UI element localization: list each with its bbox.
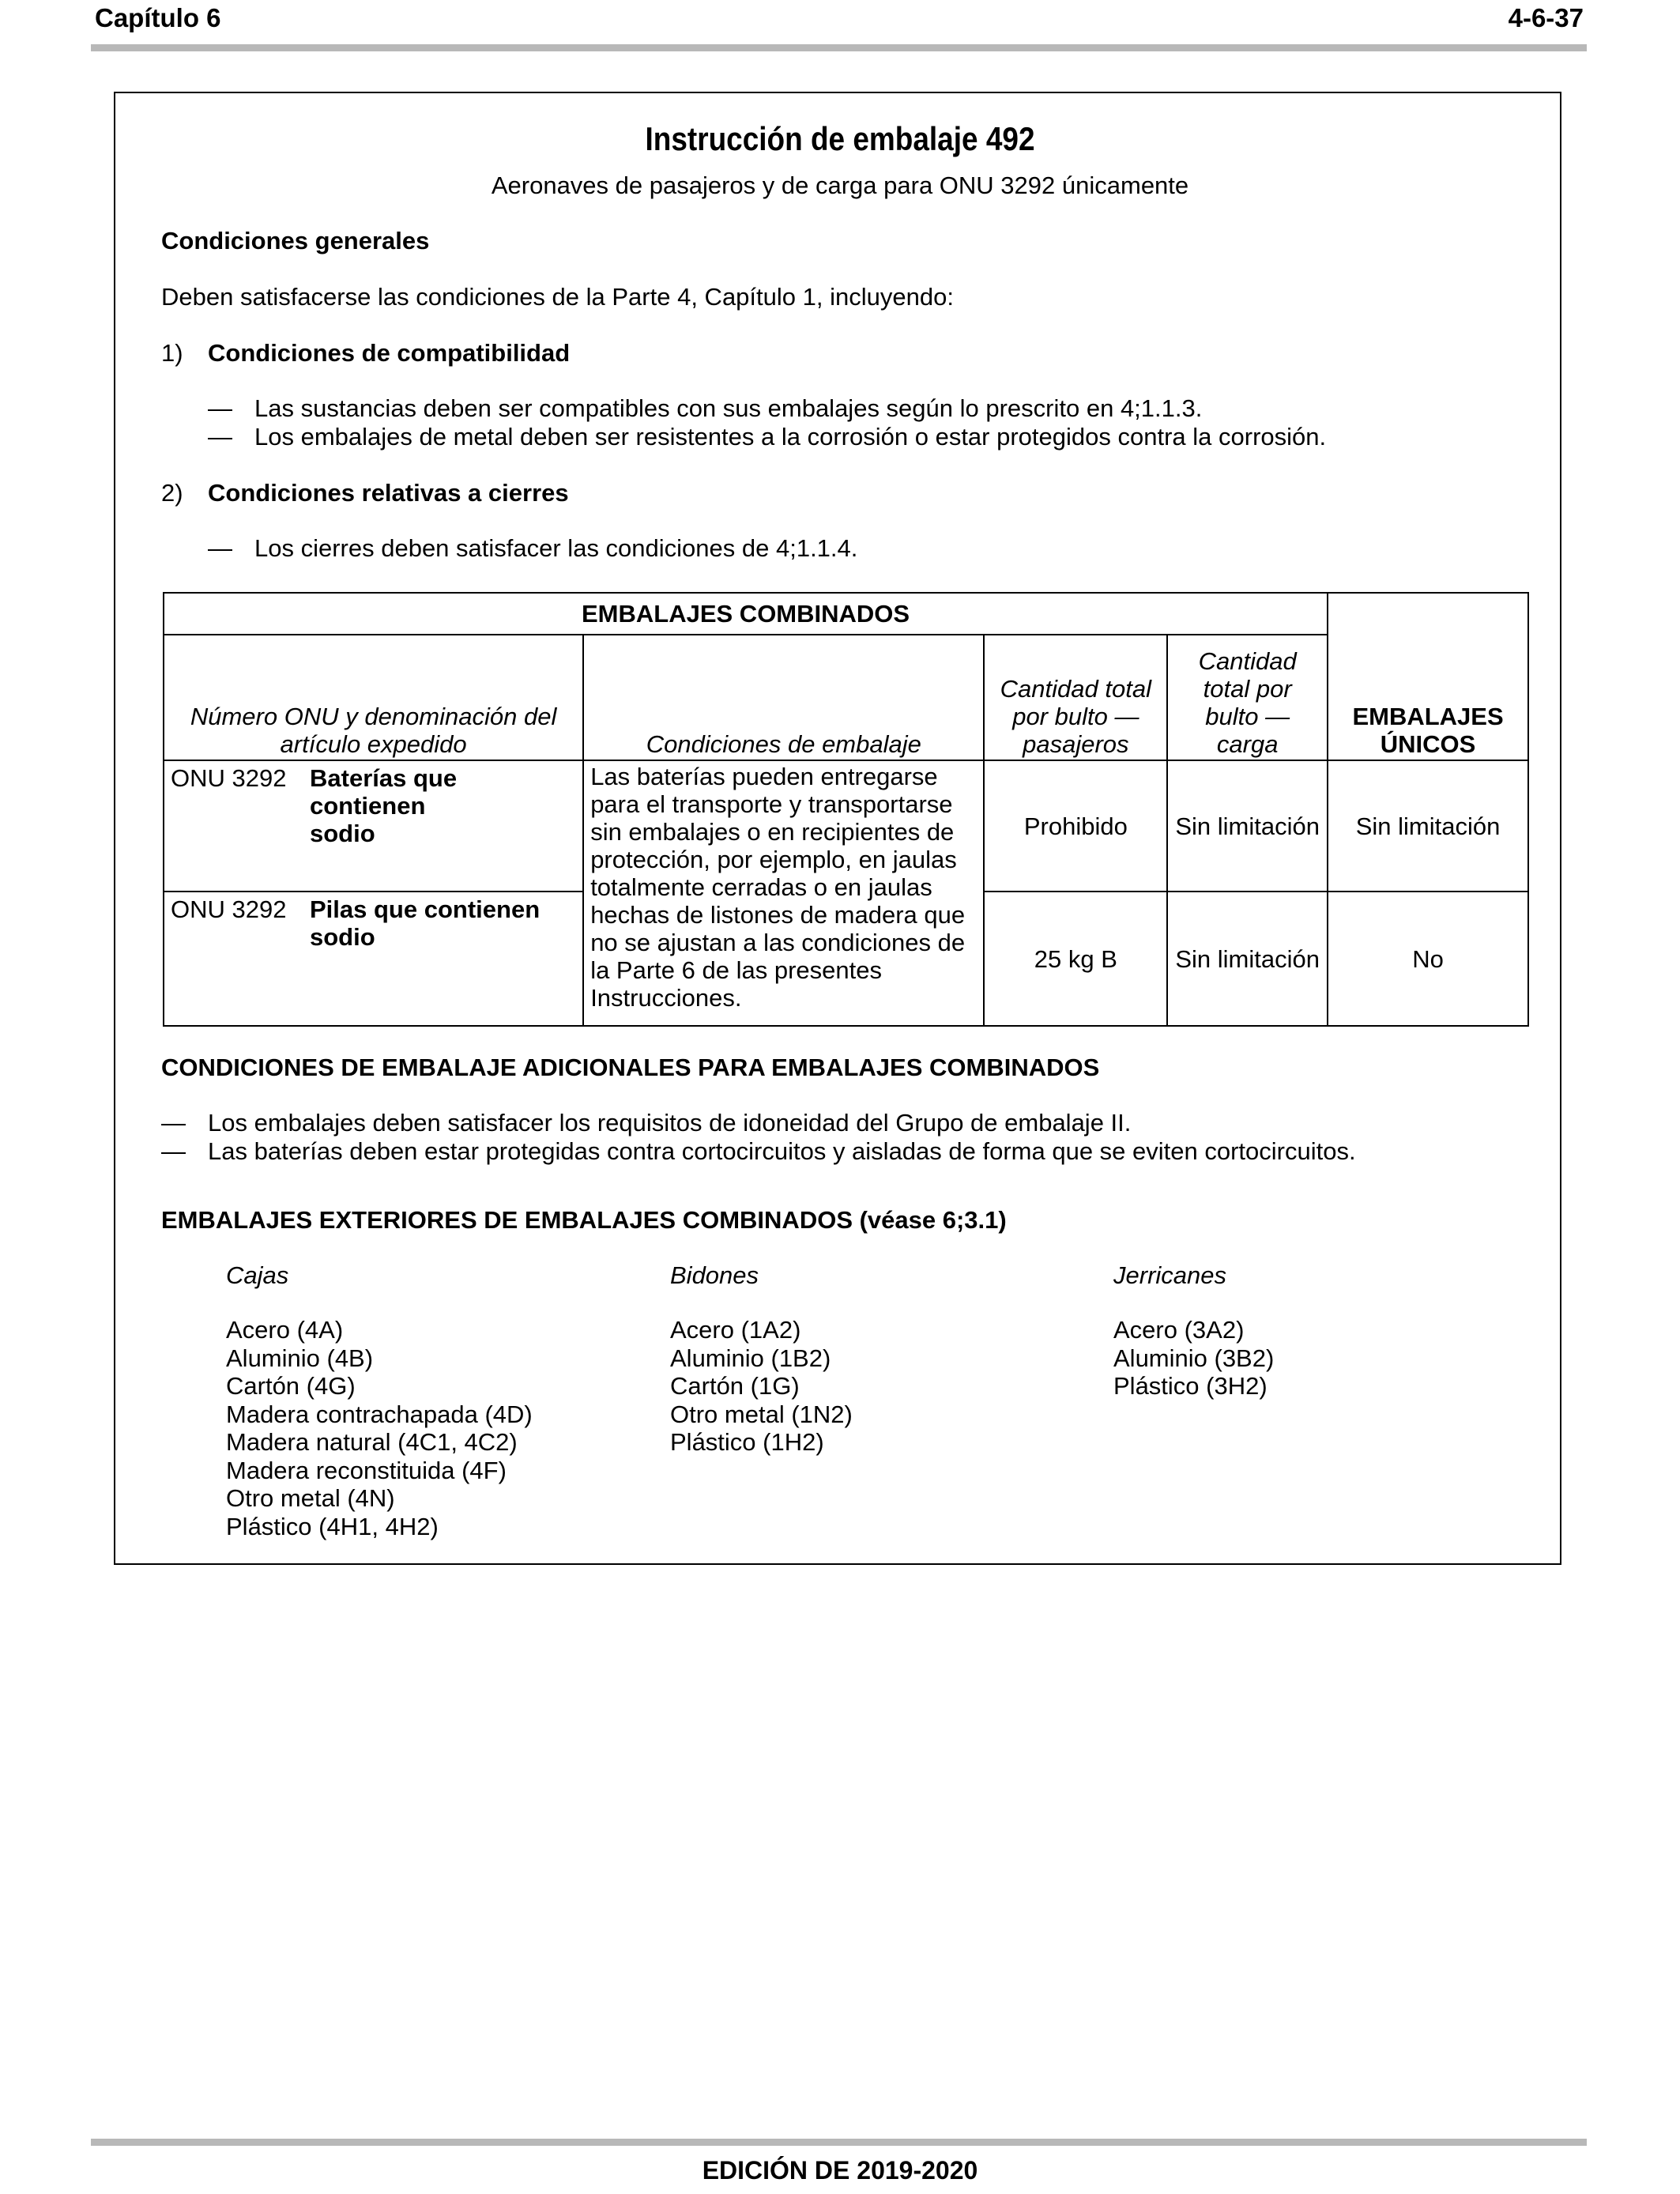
list-item: Plástico (3H2): [1113, 1372, 1268, 1400]
list-item: Otro metal (4N): [226, 1484, 395, 1512]
list-item: Aluminio (1B2): [670, 1344, 831, 1372]
list-item: Cartón (4G): [226, 1372, 356, 1400]
drums-list: [670, 1316, 853, 1457]
dash-bullet: —: [208, 423, 232, 450]
list-item: Aluminio (4B): [226, 1344, 374, 1372]
un-number: ONU 3292: [171, 895, 287, 923]
article-name: Baterías que contienen sodio: [310, 764, 458, 847]
table-row: [164, 892, 583, 1026]
list-item: Acero (3A2): [1113, 1316, 1245, 1344]
table-row: [164, 760, 583, 892]
page-number: 4-6-37: [1508, 3, 1584, 32]
chapter-label: Capítulo 6: [95, 3, 221, 32]
list-item: Madera natural (4C1, 4C2): [226, 1428, 518, 1456]
list-item: Otro metal (1N2): [670, 1400, 853, 1428]
condition-1-title: Condiciones de compatibilidad: [208, 339, 571, 367]
list-item: Acero (4A): [226, 1316, 344, 1344]
outer-packagings-heading: EMBALAJES EXTERIORES DE EMBALAJES COMBINADOS (véase 6;3.1): [161, 1206, 1007, 1234]
condition-1-item: Los embalajes de metal deben ser resistentes a la corrosión o estar protegidos contra la corrosión.: [254, 423, 1327, 450]
additional-condition-item: Las baterías deben estar protegidas contra cortocircuitos y aisladas de forma que se eviten cortocircuitos.: [208, 1137, 1356, 1165]
condition-1-number: 1): [161, 339, 183, 367]
jerricans-list: [1113, 1316, 1274, 1400]
general-conditions-intro: Deben satisfacerse las condiciones de la Parte 4, Capítulo 1, incluyendo:: [161, 283, 954, 311]
condition-2-title: Condiciones relativas a cierres: [208, 479, 569, 507]
dash-bullet: —: [208, 534, 232, 562]
packing-conditions-text: Las baterías pueden entregarse para el transporte y transportarse sin embalajes o en recipientes de protección, por ejemplo, en jaulas totalmente cerradas o en jaulas hechas de listones de madera que no se ajustan a las condiciones de la Parte 6 de las presentes Instrucciones.: [583, 760, 984, 1026]
list-item: Madera contrachapada (4D): [226, 1400, 533, 1428]
dash-bullet: —: [208, 394, 232, 422]
un-number: ONU 3292: [171, 764, 287, 792]
list-item: Cartón (1G): [670, 1372, 800, 1400]
single-packaging-header: EMBALAJES ÚNICOS: [1328, 593, 1528, 760]
outer-column-title-drums: Bidones: [670, 1261, 759, 1289]
cargo-quantity: Sin limitación: [1167, 760, 1328, 892]
list-item: Plástico (4H1, 4H2): [226, 1512, 439, 1540]
general-conditions-heading: Condiciones generales: [161, 227, 430, 254]
list-item: Madera reconstituida (4F): [226, 1456, 507, 1484]
list-item: Acero (1A2): [670, 1316, 801, 1344]
header-rule: [91, 44, 1587, 51]
page-title: Instrucción de embalaje 492: [645, 120, 1035, 157]
outer-column-title-boxes: Cajas: [226, 1261, 289, 1289]
list-item: Plástico (1H2): [670, 1428, 824, 1456]
additional-conditions-heading: CONDICIONES DE EMBALAJE ADICIONALES PARA EMBALAJES COMBINADOS: [161, 1054, 1100, 1081]
dash-bullet: —: [161, 1109, 186, 1137]
condition-2-item: Los cierres deben satisfacer las condiciones de 4;1.1.4.: [254, 534, 858, 562]
combined-packaging-header: EMBALAJES COMBINADOS: [164, 593, 1328, 635]
passenger-quantity: Prohibido: [984, 760, 1167, 892]
outer-column-title-jerricans: Jerricanes: [1113, 1261, 1226, 1289]
additional-condition-item: Los embalajes deben satisfacer los requisitos de idoneidad del Grupo de embalaje II.: [208, 1109, 1132, 1137]
packing-table: [163, 592, 1529, 1027]
single-packaging-value: Sin limitación: [1328, 760, 1528, 892]
conditions-column-header: Condiciones de embalaje: [583, 635, 984, 760]
page-subtitle: Aeronaves de pasajeros y de carga para ONU 3292 únicamente: [491, 172, 1189, 199]
condition-2-number: 2): [161, 479, 183, 507]
list-item: Aluminio (3B2): [1113, 1344, 1275, 1372]
edition-footer: EDICIÓN DE 2019-2020: [702, 2156, 978, 2185]
cargo-quantity: Sin limitación: [1167, 892, 1328, 1026]
dash-bullet: —: [161, 1137, 186, 1165]
boxes-list: [226, 1316, 533, 1540]
passenger-quantity: 25 kg B: [984, 892, 1167, 1026]
footer-rule: [91, 2139, 1587, 2146]
single-packaging-value: No: [1328, 892, 1528, 1026]
cargo-qty-column-header: Cantidad total por bulto — carga: [1167, 635, 1328, 760]
article-name: Pilas que contienen sodio: [310, 895, 541, 951]
un-column-header: Número ONU y denominación del artículo expedido: [164, 635, 583, 760]
passenger-qty-column-header: Cantidad total por bulto — pasajeros: [984, 635, 1167, 760]
condition-1-item: Las sustancias deben ser compatibles con sus embalajes según lo prescrito en 4;1.1.3.: [254, 394, 1203, 422]
